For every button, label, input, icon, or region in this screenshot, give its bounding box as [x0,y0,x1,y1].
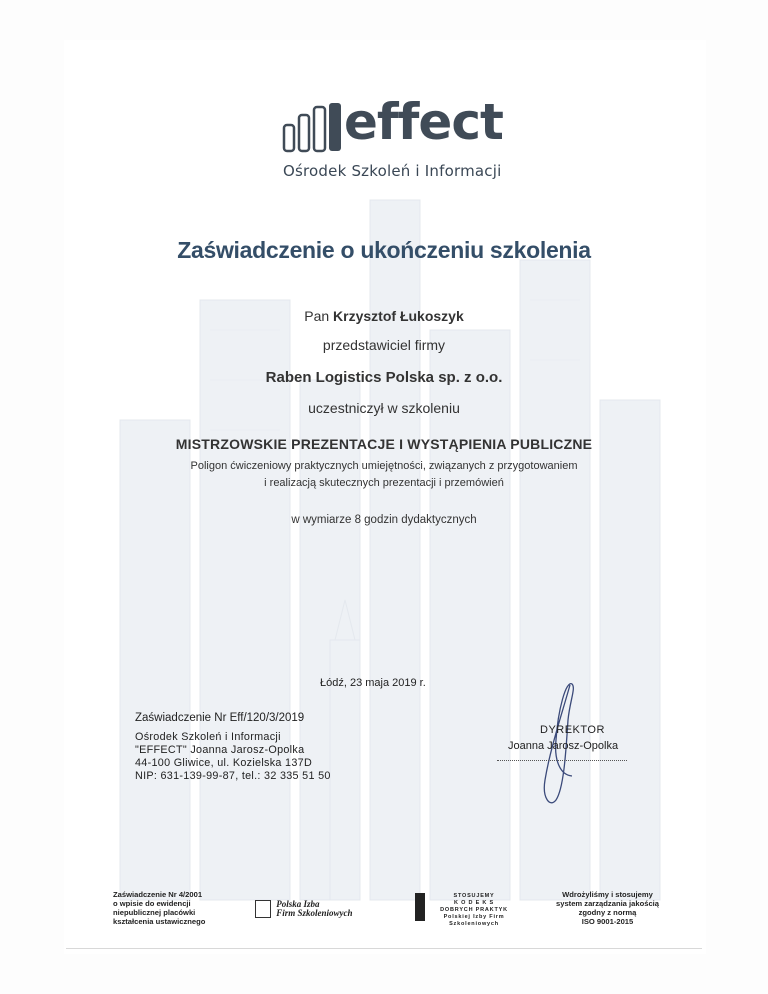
participated-label: uczestniczył w szkoleniu [308,400,460,416]
logo-subtitle: Ośrodek Szkoleń i Informacji [283,162,502,180]
logo-bars-icon [282,103,344,153]
recipient-name: Krzysztof Łukoszyk [333,308,464,324]
course-description-line: Poligon ćwiczeniowy praktycznych umiejętności, związanych z przygotowaniem [190,460,578,472]
issuer-line: Ośrodek Szkoleń i Informacji [135,731,281,743]
code-line: DOBRYCH PRAKTYK [440,907,508,913]
hours-text: w wymiarze 8 godzin dydaktycznych [291,514,477,526]
code-text [429,893,519,928]
chamber-logo-icon [255,900,271,918]
director-title: DYREKTOR [540,724,605,736]
company-name: Raben Logistics Polska sp. z o.o. [265,369,503,386]
certificate-number: Zaświadczenie Nr Eff/120/3/2019 [135,712,305,724]
certificate-title: Zaświadczenie o ukończeniu szkolenia [177,237,591,263]
iso-line: system zarządzania jakością [556,899,659,908]
course-description-line: i realizacją skutecznych prezentacji i przemówień [264,477,504,489]
code-line: Polskiej Izby Firm Szkoleniowych [443,914,505,927]
representative-label: przedstawiciel firmy [322,337,446,353]
footer-registry-line: kształcenia ustawicznego [113,917,206,926]
footer-chamber-logo [255,900,353,918]
code-logo-icon [415,893,425,921]
issuer-block [135,712,331,783]
footer-registry-line: Zaświadczenie Nr 4/2001 [113,890,203,899]
issuer-line: NIP: 631-139-99-87, tel.: 32 335 51 50 [135,770,331,782]
course-description [0,458,768,492]
issuer-line: 44-100 Gliwice, ul. Kozielska 137D [135,757,313,769]
code-line: STOSUJEMY [453,893,495,899]
course-title: MISTRZOWSKIE PREZENTACJE I WYSTĄPIENIA PUBLICZNE [175,436,593,452]
iso-line: ISO 9001-2015 [581,917,634,926]
director-name: Joanna Jarosz-Opolka [508,740,619,752]
issuer-line: "EFFECT" Joanna Jarosz-Opolka [135,744,305,756]
footer-registry-line: o wpisie do ewidencji [113,899,191,908]
code-line: K O D E K S [454,900,494,906]
logo-word: effect [344,93,503,151]
recipient-prefix: Pan [304,308,330,324]
footer-registry-line: niepublicznej placówki [113,908,196,917]
bottom-divider [66,948,702,949]
iso-line: zgodny z normą [578,908,637,917]
chamber-line: Firm Szkoleniowych [276,908,353,918]
footer-registry [113,890,205,926]
iso-line: Wdrożyliśmy i stosujemy [562,890,653,899]
recipient-line [0,308,768,324]
signature-line [497,760,627,761]
place-date: Łódź, 23 maja 2019 r. [320,677,426,689]
chamber-line: Polska Izba [276,899,320,909]
footer-iso [556,890,659,926]
